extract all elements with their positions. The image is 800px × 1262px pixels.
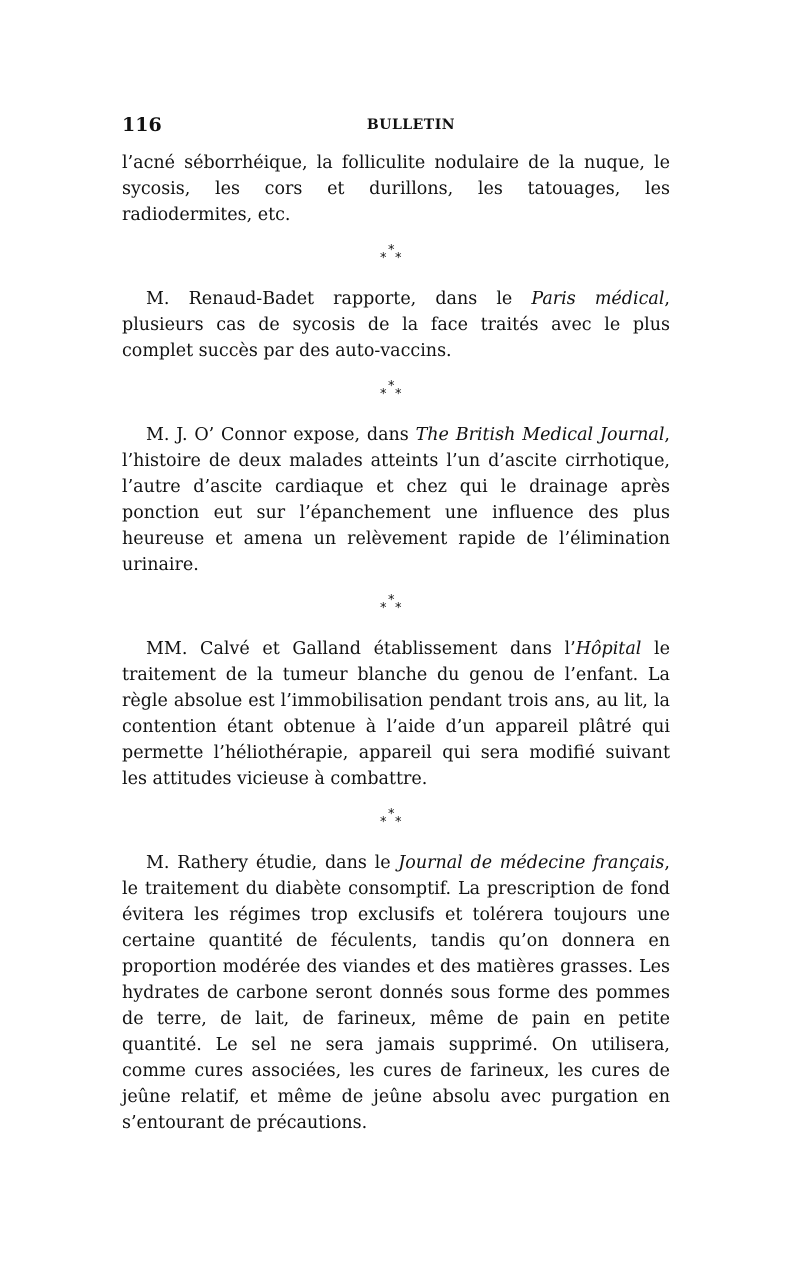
asterism-star: *	[388, 379, 395, 394]
article-body	[122, 150, 670, 1136]
paragraph-rathery: M. Rathery étudie, dans le Journal de médecine français, le traitement du diabète consomptif. La prescription de fond évitera les régimes trop exclusifs et tolérera toujours une certaine quantité de féculents, tandis qu’on donnera en proportion modérée des viandes et des matières grasses. Les hydrates de carbone seront donnés sous forme des pommes de terre, de lait, de farineux, même de pain en petite quantité. Le sel ne sera jamais supprimé. On utilisera, comme cures associées, les cures de farineux, les cures de jeûne relatif, et même de jeûne absolu avec purgation en s’entourant de précautions.	[122, 853, 670, 1133]
asterism-star: *	[395, 601, 402, 616]
page-number: 116	[122, 114, 162, 136]
asterism-star: *	[388, 243, 395, 258]
journal-title: Hôpital	[575, 639, 642, 659]
journal-title: Journal de médecine français	[398, 853, 665, 873]
asterism-divider	[122, 228, 670, 286]
asterism-star: *	[388, 593, 395, 608]
asterism-divider	[122, 364, 670, 422]
asterism-star: *	[388, 807, 395, 822]
running-head: BULLETIN	[366, 117, 456, 133]
paragraph-calve-galland: MM. Calvé et Galland établissement dans l’Hôpital le traitement de la tumeur blanche du genou de l’enfant. La règle absolue est l’immobilisation pendant trois ans, au lit, la contention étant obtenue à l’aide d’un appareil plâtré qui permette l’héliothérapie, appareil qui sera modifié suivant les attitudes vicieuse à combattre.	[122, 639, 670, 789]
asterism-star: *	[380, 387, 387, 402]
asterism-star: *	[395, 387, 402, 402]
journal-title: Paris médical	[531, 289, 665, 309]
asterism-star: *	[380, 251, 387, 266]
asterism-divider	[122, 792, 670, 850]
page-header	[122, 114, 670, 140]
paragraph-acne: l’acné séborrhéique, la folliculite nodulaire de la nuque, le sycosis, les cors et durillons, les tatouages, les radiodermites, etc.	[122, 153, 670, 225]
paragraph-oconnor: M. J. O’ Connor expose, dans The British Medical Journal, l’histoire de deux malades atteints l’un d’ascite cirrhotique, l’autre d’ascite cardiaque et chez qui le drainage après ponction eut sur l’épanchement une influence des plus heureuse et amena un relèvement rapide de l’élimination urinaire.	[122, 425, 670, 575]
asterism-star: *	[395, 251, 402, 266]
asterism-star: *	[380, 601, 387, 616]
paragraph-renaud-badet: M. Renaud-Badet rapporte, dans le Paris médical, plusieurs cas de sycosis de la face traités avec le plus complet succès par des auto-vaccins.	[122, 289, 670, 361]
asterism-star: *	[395, 815, 402, 830]
asterism-divider	[122, 578, 670, 636]
asterism-star: *	[380, 815, 387, 830]
journal-title: The British Medical Journal	[415, 425, 665, 445]
